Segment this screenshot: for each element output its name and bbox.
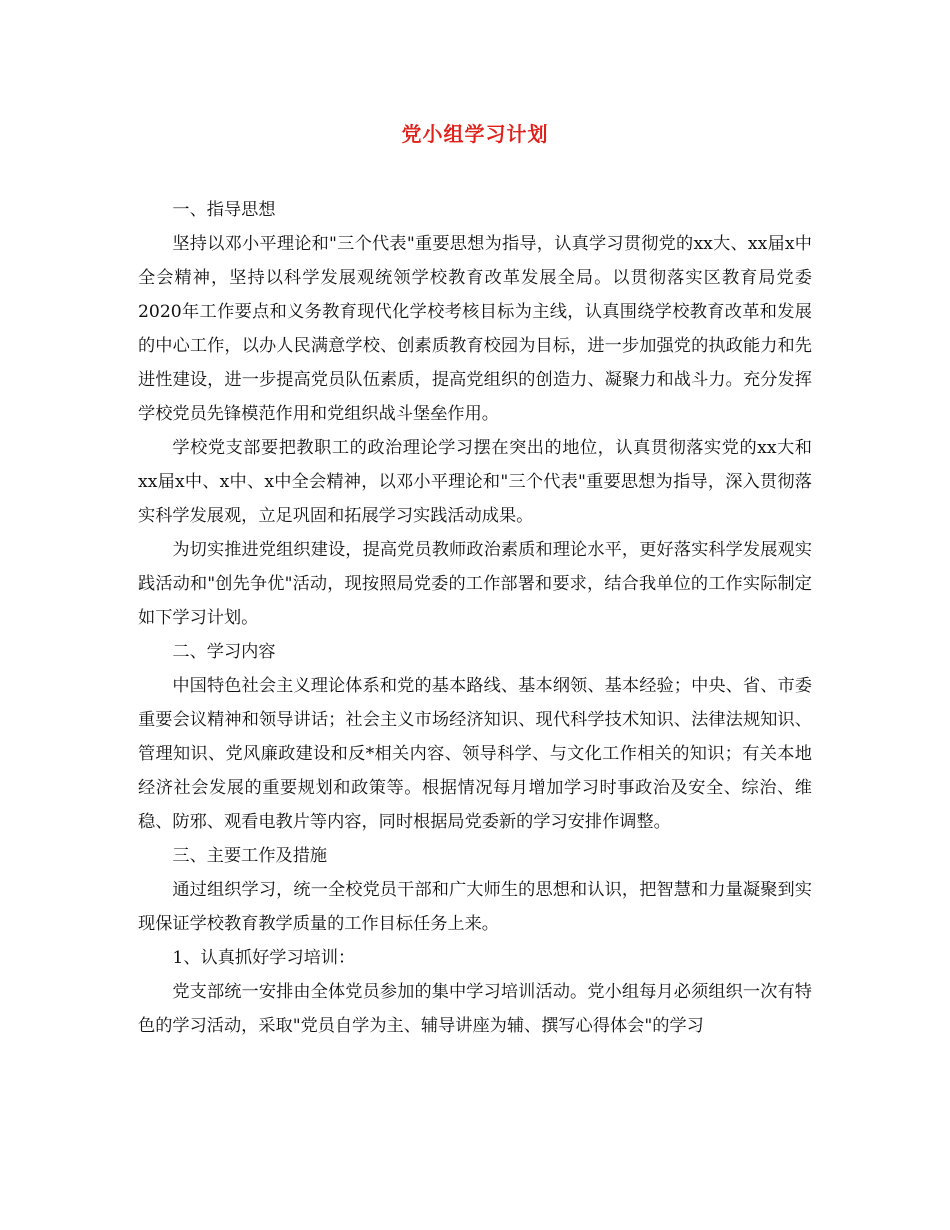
section-heading-main-work: 三、主要工作及措施	[172, 846, 328, 866]
document-body	[138, 193, 812, 1043]
section-heading-study-content: 二、学习内容	[172, 642, 276, 662]
body-paragraph: 坚持以邓小平理论和"三个代表"重要思想为指导，认真学习贯彻党的xx大、xx届x中全会精神，坚持以科学发展观统领学校教育改革发展全局。以贯彻落实区教育局党委2020年工作要点和义务教育现代化学校考核目标为主线，认真围绕学校教育改革和发展的中心工作，以办人民满意学校、创素质教育校园为目标，进一步加强党的执政能力和先进性建设，进一步提高党员队伍素质，提高党组织的创造力、凝聚力和战斗力。充分发挥学校党员先锋模范作用和党组织战斗堡垒作用。	[138, 234, 812, 424]
section-heading-guiding-ideology: 一、指导思想	[172, 200, 276, 220]
body-paragraph: 为切实推进党组织建设，提高党员教师政治素质和理论水平，更好落实科学发展观实践活动和"创先争优"活动，现按照局党委的工作部署和要求，结合我单位的工作实际制定如下学习计划。	[138, 540, 812, 628]
subsection-heading-training: 1、认真抓好学习培训：	[172, 948, 356, 968]
body-paragraph: 中国特色社会主义理论体系和党的基本路线、基本纲领、基本经验；中央、省、市委重要会议精神和领导讲话；社会主义市场经济知识、现代科学技术知识、法律法规知识、管理知识、党风廉政建设和反*相关内容、领导科学、与文化工作相关的知识；有关本地经济社会发展的重要规划和政策等。根据情况每月增加学习时事政治及安全、综治、维稳、防邪、观看电教片等内容，同时根据局党委新的学习安排作调整。	[138, 676, 812, 832]
body-paragraph: 学校党支部要把教职工的政治理论学习摆在突出的地位，认真贯彻落实党的xx大和xx届x中、x中、x中全会精神，以邓小平理论和"三个代表"重要思想为指导，深入贯彻落实科学发展观，立足巩固和拓展学习实践活动成果。	[138, 438, 812, 526]
body-paragraph: 通过组织学习，统一全校党员干部和广大师生的思想和认识，把智慧和力量凝聚到实现保证学校教育教学质量的工作目标任务上来。	[138, 880, 812, 934]
body-paragraph: 党支部统一安排由全体党员参加的集中学习培训活动。党小组每月必须组织一次有特色的学习活动，采取"党员自学为主、辅导讲座为辅、撰写心得体会"的学习	[138, 982, 812, 1036]
document-title: 党小组学习计划	[401, 122, 549, 146]
